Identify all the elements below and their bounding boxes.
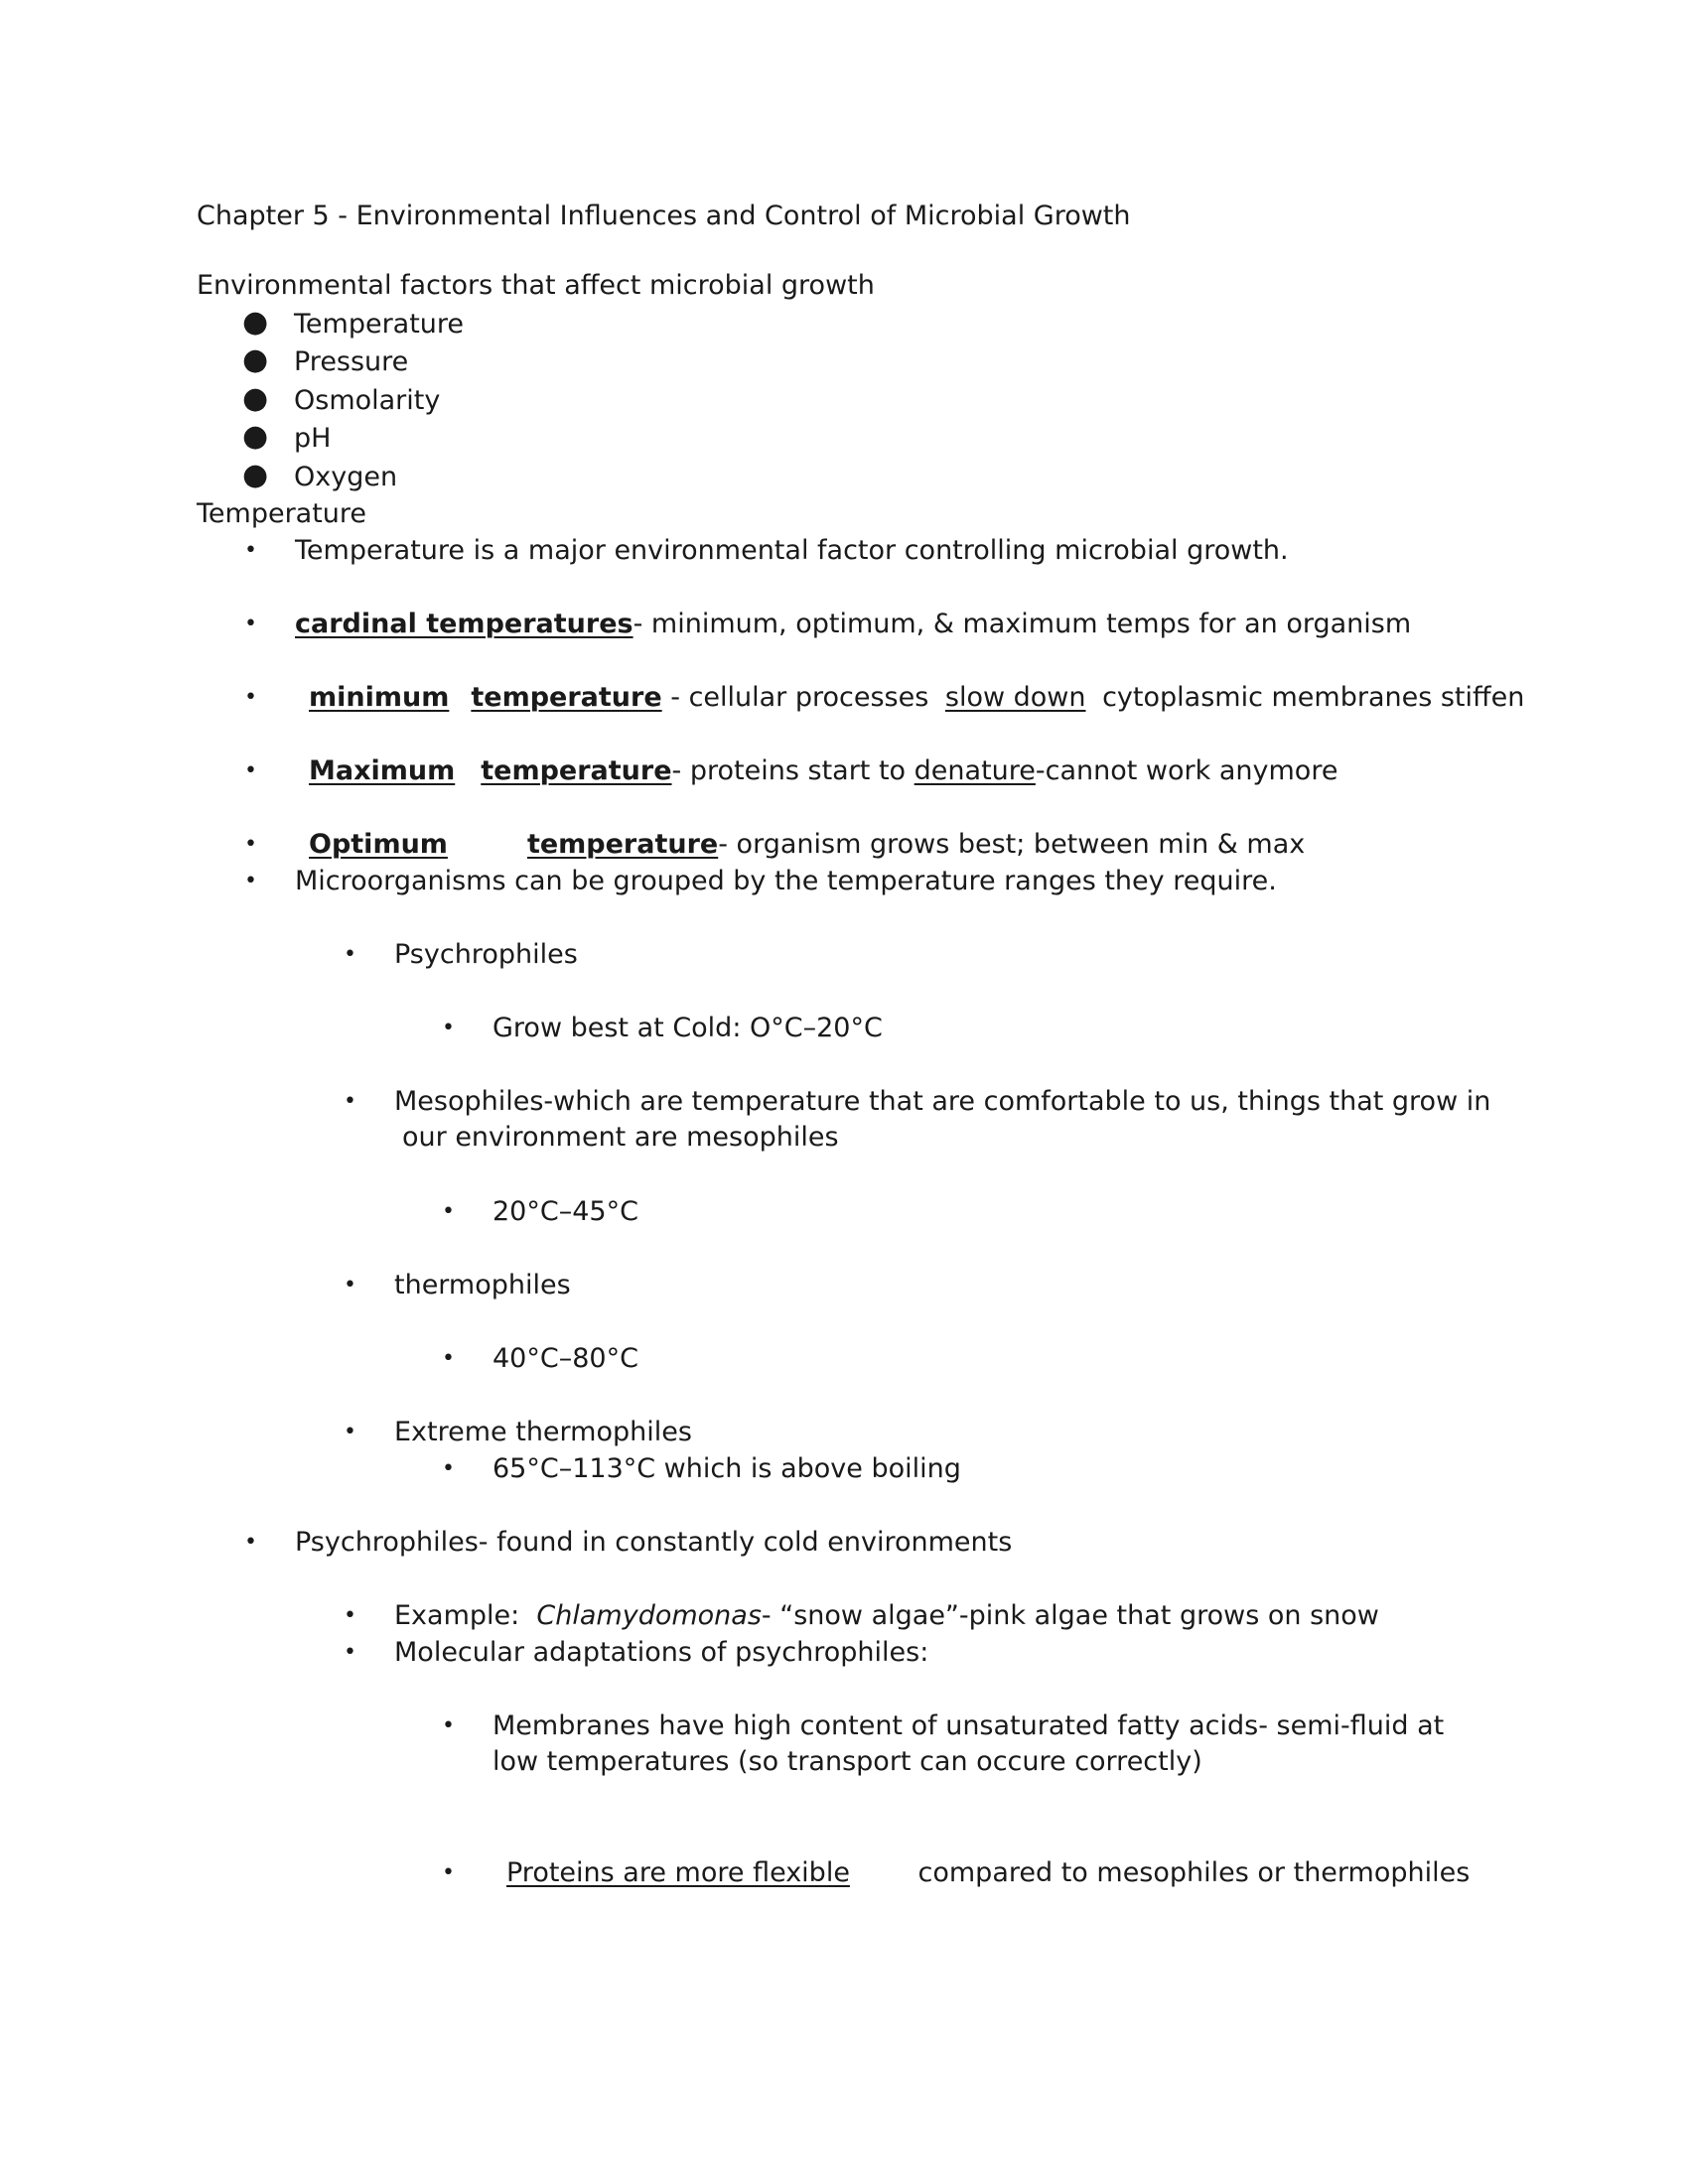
bullet-icon: • bbox=[442, 1346, 455, 1371]
adaptations-heading: Molecular adaptations of psychrophiles: bbox=[394, 1637, 929, 1668]
list-item: Temperature bbox=[294, 309, 465, 340]
psychrophiles-environment: Psychrophiles- found in constantly cold environments bbox=[295, 1527, 1013, 1558]
psychrophiles-label: Psychrophiles bbox=[394, 939, 578, 970]
thermophiles-label: thermophiles bbox=[394, 1270, 571, 1300]
example-prefix: Example: bbox=[394, 1600, 537, 1631]
cardinal-temperatures-line bbox=[295, 607, 1411, 642]
temperature-intro: Temperature is a major environmental factor controlling microbial growth. bbox=[295, 535, 1289, 566]
bullet-icon: • bbox=[344, 1640, 356, 1665]
maximum-term-b: temperature bbox=[481, 755, 672, 786]
maximum-text-b: -cannot work anymore bbox=[1035, 755, 1338, 786]
minimum-term-b: temperature bbox=[471, 682, 662, 713]
maximum-blank: denature bbox=[914, 755, 1036, 786]
mesophiles-text: Mesophiles-which are temperature that are comfortable to us, things that grow in our environment are mesophiles bbox=[394, 1086, 1491, 1153]
psychrophiles-range: Grow best at Cold: O°C–20°C bbox=[492, 1013, 883, 1043]
minimum-term bbox=[295, 682, 662, 713]
optimum-term-a: Optimum bbox=[309, 829, 448, 860]
bullet-icon: ● bbox=[242, 342, 269, 377]
maximum-term-a: Maximum bbox=[309, 755, 456, 786]
bullet-icon: • bbox=[344, 942, 356, 967]
example-line bbox=[394, 1598, 1379, 1634]
mesophiles-label bbox=[394, 1084, 1524, 1156]
proteins-line bbox=[492, 1855, 1470, 1891]
bullet-icon: ● bbox=[242, 381, 269, 416]
minimum-blank-text: slow down bbox=[944, 682, 1086, 713]
maximum-text-a: - proteins start to bbox=[671, 755, 914, 786]
bullet-icon: • bbox=[344, 1273, 356, 1297]
minimum-term-a: minimum bbox=[309, 682, 450, 713]
list-item: Oxygen bbox=[294, 462, 398, 492]
bullet-icon: • bbox=[244, 832, 257, 857]
minimum-text-a: - cellular processes bbox=[661, 682, 937, 713]
bullet-icon: ● bbox=[242, 305, 269, 340]
page-title: Chapter 5 - Environmental Influences and Control of Microbial Growth bbox=[197, 201, 1131, 231]
bullet-icon: • bbox=[442, 1016, 455, 1040]
bullet-icon: • bbox=[244, 1530, 257, 1555]
mesophiles-range: 20°C–45°C bbox=[492, 1196, 638, 1227]
maximum-temperature-line bbox=[295, 753, 1337, 789]
proteins-text: compared to mesophiles or thermophiles bbox=[909, 1857, 1471, 1888]
minimum-blank bbox=[937, 682, 1094, 713]
list-item: Pressure bbox=[294, 346, 409, 377]
bullet-icon: • bbox=[442, 1713, 455, 1738]
example-species: Chlamydomonas bbox=[536, 1600, 762, 1631]
bullet-icon: • bbox=[344, 1603, 356, 1628]
list-item: pH bbox=[294, 423, 332, 454]
optimum-text: - organism grows best; between min & max bbox=[718, 829, 1306, 860]
minimum-text-b: cytoplasmic membranes stiffen bbox=[1093, 682, 1525, 713]
bullet-icon: • bbox=[244, 869, 257, 893]
maximum-term-a-wrap bbox=[295, 755, 473, 786]
bullet-icon: • bbox=[442, 1456, 455, 1481]
bullet-icon: • bbox=[344, 1089, 356, 1114]
thermophiles-range: 40°C–80°C bbox=[492, 1343, 638, 1374]
extreme-thermophiles-range: 65°C–113°C which is above boiling bbox=[492, 1453, 961, 1484]
optimum-term bbox=[295, 829, 718, 860]
optimum-temperature-line bbox=[295, 827, 1305, 863]
bullet-icon: • bbox=[244, 538, 257, 563]
proteins-blank-text: Proteins are more flexible bbox=[506, 1857, 850, 1888]
bullet-icon: • bbox=[244, 758, 257, 783]
bullet-icon: • bbox=[244, 685, 257, 710]
bullet-icon: • bbox=[442, 1860, 455, 1885]
extreme-thermophiles-label: Extreme thermophiles bbox=[394, 1417, 692, 1447]
cardinal-text: - minimum, optimum, & maximum temps for an organism bbox=[633, 609, 1412, 639]
bullet-icon: ● bbox=[242, 419, 269, 454]
bullet-icon: • bbox=[344, 1420, 356, 1444]
proteins-blank bbox=[492, 1857, 910, 1888]
factors-heading: Environmental factors that affect microbial growth bbox=[197, 270, 875, 301]
example-text: - “snow algae”-pink algae that grows on snow bbox=[761, 1600, 1379, 1631]
grouped-line: Microorganisms can be grouped by the temperature ranges they require. bbox=[295, 866, 1277, 896]
list-item: Osmolarity bbox=[294, 385, 441, 416]
bullet-icon: • bbox=[442, 1199, 455, 1224]
membranes-line: Membranes have high content of unsaturated fatty acids- semi-fluid at low temperatures (so transport can occure correctly) bbox=[492, 1710, 1445, 1777]
cardinal-term: cardinal temperatures bbox=[295, 609, 633, 639]
minimum-temperature-line bbox=[295, 680, 1524, 716]
temperature-heading: Temperature bbox=[197, 498, 367, 529]
bullet-icon: • bbox=[244, 612, 257, 636]
bullet-icon: ● bbox=[242, 458, 269, 492]
optimum-term-b: temperature bbox=[526, 829, 719, 860]
